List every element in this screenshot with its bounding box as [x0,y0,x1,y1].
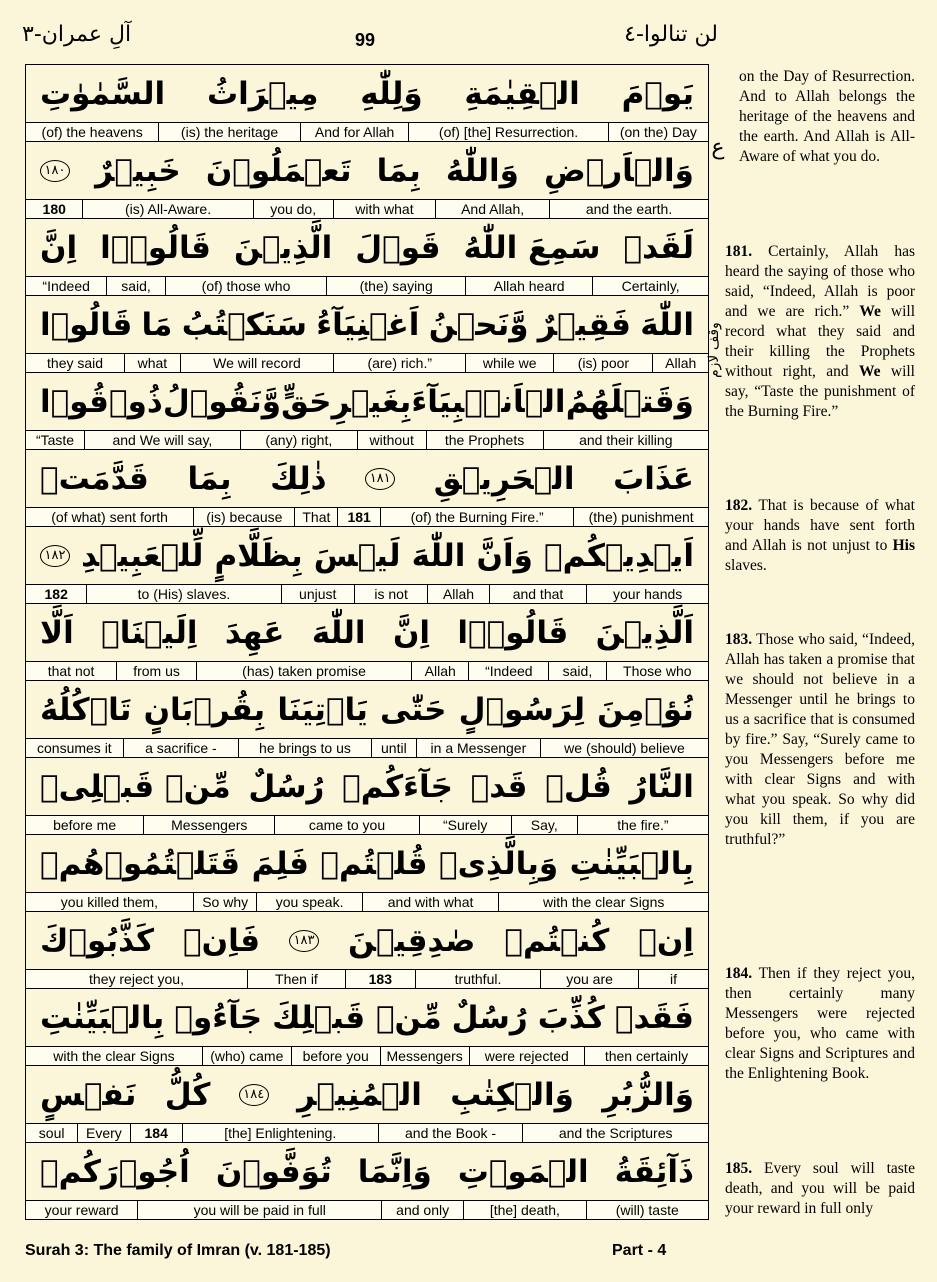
arabic-word: قَدۡ [470,768,528,805]
arabic-word: سَمِعَ اللّٰهُ [463,229,601,266]
english-gloss-cell: you killed them, [60,894,159,910]
arabic-word: قَالُوۡا [40,306,133,343]
translation-continued: on the Day of Resurrection. And to Allah belongs the heritage of the heavens and the earth. And Allah is All-Aware of what you do. [739,68,915,165]
verse-row [26,681,708,758]
arabic-word: رُسُلٌ [451,999,528,1036]
translation-verse-181 [725,242,915,422]
arabic-word: الۡقِيٰمَةِ [464,75,580,112]
english-gloss-cell: the fire.” [577,816,708,834]
english-gloss-cell: they reject you, [89,971,184,987]
english-gloss-cell: (any) right, [240,431,357,449]
verse-row [26,758,708,835]
english-gloss-cell: consumes it [37,740,112,756]
arabic-word: بِظَلَّامٍ [214,537,303,574]
english-gloss-cell: Messengers [380,1047,469,1065]
english-gloss-line [26,1123,708,1142]
english-gloss-cell: and with what [362,893,499,911]
arabic-word: جَآءُوۡ [174,999,263,1036]
verse-number: 182. [725,497,753,514]
english-gloss-cell: you will be paid in full [137,1201,381,1219]
english-gloss-cell: said, [106,277,164,295]
english-gloss-cell: (is) because [193,508,294,526]
english-gloss-cell: came to you [274,816,418,834]
arabic-word: سَنَكۡتُبُ [181,306,307,343]
arabic-line [26,373,708,430]
english-gloss-cell: while we [465,354,553,372]
english-gloss-cell: (is) the heritage [158,123,300,141]
arabic-word: بِالۡبَيِّنٰتِ [569,845,694,882]
translation-emphasis: We [858,363,881,380]
arabic-word: النَّارُ [629,768,694,805]
english-gloss-cell: what [124,354,180,372]
english-gloss-cell: (is) All-Aware. [82,200,252,218]
verse-row [26,1066,708,1143]
verse-number: 181. [725,243,753,260]
english-gloss-cell: you are [540,970,638,988]
arabic-word: عَهِدَ [224,614,285,651]
verse-number: 184. [725,965,753,982]
arabic-word: تَاۡكُلُهُ [40,691,132,728]
english-gloss-cell: Say, [511,816,577,834]
arabic-word: ذٰلِكَ [270,460,327,497]
arabic-word: فَقَدۡ [614,999,694,1036]
english-gloss-cell: Allah heard [465,277,592,295]
english-gloss-cell: Certainly, [592,277,708,295]
english-gloss-cell: and We will say, [84,431,240,449]
arabic-word: اُجُوۡرَكُمۡ [40,1153,190,1190]
arabic-word: كُذِّبَ [537,999,605,1036]
arabic-word: فَاِنۡ [183,922,261,959]
arabic-word: كُنۡتُمۡ [504,922,610,959]
english-gloss-line [26,738,708,757]
arabic-word: الۡمُنِيۡرِ [297,1076,422,1113]
translation-text: slaves. [725,557,767,574]
arabic-word: اَلَّا [40,614,74,651]
english-gloss-cell: And for Allah [300,123,408,141]
arabic-word: قَوۡلَ [355,229,441,266]
arabic-word: وَبِالَّذِىۡ [439,845,559,882]
english-gloss-cell: [the] death, [463,1201,585,1219]
arabic-word: عَذَابَ [613,460,694,497]
arabic-word: لَقَدۡ [623,229,694,266]
arabic-line [26,142,708,199]
english-gloss-cell: truthful. [415,970,540,988]
english-gloss-cell: before me [53,817,117,833]
arabic-word: كَذَّبُوۡكَ [40,922,155,959]
english-gloss-cell: “Taste [35,432,75,448]
english-gloss-cell: before you [291,1047,380,1065]
arabic-word: يَاۡتِيَنَا [277,691,368,728]
arabic-word: قَالُوۡۤا [457,614,569,651]
arabic-word: بِالۡبَيِّنٰتِ [40,999,165,1036]
english-gloss-cell: to (His) slaves. [86,585,280,603]
arabic-word: خَبِيۡرٌ [95,152,181,189]
english-gloss-cell: (are) rich.” [333,354,465,372]
english-gloss-cell: Allah [652,354,708,372]
page-header [0,0,937,64]
translation-verse-184 [725,964,915,1084]
english-gloss-cell: (is) poor [553,354,652,372]
translation-text: will say, “Taste the punishment of the Burning Fire.” [725,363,915,420]
english-gloss-cell: then certainly [584,1047,708,1065]
english-gloss-cell: (on the) Day [608,123,708,141]
english-gloss-cell: “Surely [419,816,511,834]
arabic-line [26,1066,708,1123]
arabic-word: فَقِيۡرٌ [537,306,631,343]
arabic-word: الۡمَوۡتِ [457,1153,589,1190]
english-gloss-cell: Allah [411,662,468,680]
ruku-mark: ع [711,135,725,160]
translation-verse-183 [725,630,915,850]
arabic-line [26,65,708,122]
arabic-word: بِغَيۡرِ [331,383,412,420]
english-gloss-cell: from us [116,662,196,680]
arabic-word: مِّنۡ قَبۡلِىۡ [40,768,231,805]
arabic-word: اِنَّ [40,229,78,266]
english-gloss-cell: Then if [247,970,345,988]
arabic-word: جَآءَكُمۡ [342,768,453,805]
english-gloss-line [26,353,708,372]
verse-end-marker: ١٨٤ [239,1084,269,1106]
english-gloss-cell: That [294,508,337,526]
english-gloss-cell: and their killing [543,431,708,449]
english-gloss-cell: (will) taste [586,1201,708,1219]
english-gloss-cell: and that [489,585,587,603]
arabic-word: وَالۡكِتٰبِ [450,1076,574,1113]
arabic-word: مِيۡرَاثُ [206,75,319,112]
english-gloss-cell: he brings to us [238,739,371,757]
arabic-word: اِلَيۡنَاۤ [101,614,198,651]
arabic-word: نَفۡسٍ [40,1076,137,1113]
english-gloss-cell: your hands [586,585,708,603]
english-gloss-cell: were rejected [469,1047,584,1065]
arabic-word: حَقٍّ [281,383,332,420]
english-gloss-cell: with what [333,200,436,218]
arabic-word: ذَآئِقَةُ [614,1153,694,1190]
english-gloss-cell: we (should) believe [540,739,708,757]
arabic-line [26,604,708,661]
arabic-word: قُلۡ [545,768,612,805]
english-gloss-cell: until [371,739,416,757]
translation-text: Every soul will taste death, and you will be paid your reward in full only [725,1160,915,1217]
arabic-line [26,219,708,276]
arabic-word: اَغۡنِيَآءُ [316,306,420,343]
english-gloss-cell: (of) those who [165,277,327,295]
arabic-word: اِنۡ [638,922,694,959]
english-gloss-cell: Those who [606,662,708,680]
english-gloss-cell: a sacrifice - [123,739,238,757]
english-gloss-cell: (of) the heavens [41,124,143,140]
verse-end-marker: ١٨٣ [289,930,319,952]
verse-end-marker: ١٨٠ [40,160,70,182]
english-gloss-line [26,1046,708,1065]
arabic-word: وَالۡاَرۡضِ [544,152,694,189]
verse-row [26,219,708,296]
translation-text: Then if they reject you, then certainly many Messengers were rejected before you, who came with clear Signs and Scriptures and the Enlightening Book. [725,965,915,1082]
arabic-word: رُسُلٌ [248,768,325,805]
arabic-line [26,450,708,507]
english-gloss-cell: with the clear Signs [498,893,708,911]
waqf-mark: وقف لازم [706,322,722,378]
english-gloss-cell: and the Scriptures [522,1124,708,1142]
english-gloss-cell: unjust [281,585,354,603]
english-gloss-cell: is not [354,585,427,603]
english-gloss-cell: and only [381,1201,463,1219]
english-gloss-line [26,969,708,988]
english-gloss-cell: (the) saying [326,277,465,295]
arabic-word: مَا [141,306,173,343]
arabic-line [26,527,708,584]
verse-number-cell: 181 [337,508,380,526]
english-gloss-line [26,507,708,526]
verse-number-cell: 183 [345,970,415,988]
arabic-word: اِنَّ [392,614,431,651]
verse-row [26,527,708,604]
arabic-word: قَدَّمَتۡ [40,460,149,497]
arabic-word: وَّنَقُوۡلُ [162,383,282,420]
arabic-word: مِّنۡ قَبۡلِكَ [272,999,442,1036]
translation-text: Certainly, Allah has heard the saying of those who said, “Indeed, Allah is poor and we are rich.” [725,243,915,320]
verse-row [26,65,708,142]
english-gloss-cell: “Indeed [468,662,548,680]
arabic-word: بِمَا [376,152,421,189]
verse-end-marker: ١٨١ [365,468,395,490]
arabic-word: لِرَسُوۡلٍ [458,691,585,728]
english-gloss-cell: (has) taken promise [196,662,411,680]
english-gloss-cell: you speak. [256,893,361,911]
surah-name-arabic: آلِ عمران-٣ [22,22,132,47]
arabic-line [26,681,708,738]
english-gloss-cell: Messengers [143,816,274,834]
arabic-word: تُوَفَّوۡنَ [215,1153,332,1190]
english-gloss-cell: (the) punishment [573,508,708,526]
verse-row [26,989,708,1066]
arabic-word: الَّذِيۡنَ [233,229,333,266]
word-by-word-grid [25,64,709,1220]
arabic-word: الۡاَنۡۢبِيَآءَ [411,383,566,420]
english-gloss-cell: So why [193,893,257,911]
footer-part: Part - 4 [612,1242,667,1259]
verse-row [26,1143,708,1219]
arabic-word: قَالُوۡۤا [100,229,211,266]
arabic-word: اللّٰهَ [411,537,466,574]
arabic-word: وَالزُّبُرِ [602,1076,694,1113]
translation-text: That is because of what your hands have sent forth and Allah is not unjust to [725,497,915,554]
translation-emphasis: His [892,537,916,554]
arabic-line [26,296,708,353]
english-gloss-cell: said, [548,662,605,680]
english-gloss-cell: in a Messenger [416,739,540,757]
arabic-word: وَاللّٰهُ [445,152,519,189]
english-gloss-cell: with the clear Signs [53,1048,175,1064]
arabic-word: لِّلۡعَبِيۡدِ [81,537,204,574]
english-gloss-cell: “Indeed [42,278,90,294]
arabic-word: ذُوۡقُوۡا [40,383,163,420]
english-gloss-line [26,661,708,680]
arabic-word: لَيۡسَ [313,537,401,574]
verse-row [26,296,708,373]
english-gloss-line [26,584,708,603]
english-gloss-line [26,276,708,295]
verse-row [26,450,708,527]
english-gloss-line [26,892,708,911]
english-gloss-cell: We will record [180,354,334,372]
verse-number-cell: 182 [44,586,68,602]
english-gloss-cell: (of) the Burning Fire.” [380,508,573,526]
arabic-word: تَعۡمَلُوۡنَ [205,152,352,189]
arabic-line [26,989,708,1046]
verse-row [26,912,708,989]
arabic-word: قَتَلۡتُمُوۡهُمۡ [40,845,241,882]
arabic-word: اَلَّذِيۡنَ [595,614,694,651]
english-gloss-cell: (of what) sent forth [51,509,168,525]
arabic-word: اللّٰهَ [640,306,694,343]
arabic-word: قُلۡتُمۡ [320,845,428,882]
page-number: 99 [354,30,376,50]
english-gloss-cell: and the Book - [378,1124,523,1142]
english-gloss-line [26,199,708,218]
translation-text: will record what they said and their killing the Prophets without right, and [725,303,916,380]
english-gloss-cell: [the] Enlightening. [182,1124,378,1142]
arabic-word: فَلِمَ [251,845,309,882]
arabic-word: يَوۡمَ [621,75,694,112]
verse-number: 183. [725,631,753,648]
verse-number-cell: 180 [42,201,66,217]
english-gloss-cell: Allah [427,585,488,603]
verse-number: 185. [725,1160,753,1177]
translation-text: Those who said, “Indeed, Allah has taken a promise that we should not believe in a Messenger until he brings to us a sacrifice that is consumed by fire.” Say, “Surely came to you Messengers before me with clear Signs and with what you speak. So why did you kill them, if you are truthful?” [725,631,915,848]
arabic-word: اللّٰهَ [311,614,366,651]
arabic-word: الۡحَرِيۡقِ [433,460,575,497]
arabic-line [26,758,708,815]
footer-surah: Surah 3: The family of Imran (v. 181-185) [25,1242,331,1259]
english-gloss-cell: (of) [the] Resurrection. [408,123,607,141]
verse-number-cell: 184 [130,1124,182,1142]
english-gloss-cell: if [638,970,708,988]
arabic-word: نُؤۡمِنَ [597,691,694,728]
english-gloss-cell: (who) came [202,1047,291,1065]
arabic-line [26,1143,708,1200]
arabic-word: صٰدِقِيۡنَ [348,922,476,959]
arabic-line [26,835,708,892]
arabic-word: وَاَنَّ [476,537,533,574]
english-gloss-cell: Every [77,1124,129,1142]
verse-row [26,142,708,219]
verse-end-marker: ١٨٢ [40,545,70,567]
english-gloss-cell: and the earth. [549,200,708,218]
english-gloss-line [26,430,708,449]
translation-verse-185 [725,1159,915,1219]
arabic-line [26,912,708,969]
arabic-word: كُلُّ [164,1076,211,1113]
arabic-word: وَاِنَّمَا [357,1153,432,1190]
english-gloss-cell: And Allah, [435,200,549,218]
english-gloss-cell: you do, [253,200,333,218]
english-gloss-cell: without [357,431,426,449]
english-gloss-cell: that not [47,663,95,679]
english-gloss-line [26,815,708,834]
verse-row [26,604,708,681]
english-gloss-cell: soul [38,1125,65,1141]
english-gloss-line [26,122,708,141]
arabic-word: حَتّٰى [380,691,447,728]
english-gloss-cell: the Prophets [426,431,543,449]
arabic-word: وَقَتۡلَهُمُ [565,383,694,420]
english-gloss-cell: they said [47,355,104,371]
english-gloss-cell: your reward [44,1202,119,1218]
verse-row [26,835,708,912]
english-gloss-line [26,1200,708,1219]
arabic-word: السَّمٰوٰتِ [40,75,166,112]
verse-row [26,373,708,450]
arabic-word: اَيۡدِيۡكُمۡ [543,537,694,574]
translation-verse-182 [725,496,915,576]
translation-emphasis: We [859,303,881,320]
arabic-word: بِمَا [187,460,232,497]
arabic-word: وَّنَحۡنُ [428,306,529,343]
juz-name-arabic: لن تنالوا-٤ [624,22,718,47]
arabic-word: بِقُرۡبَانٍ [143,691,266,728]
arabic-word: وَلِلّٰهِ [360,75,423,112]
